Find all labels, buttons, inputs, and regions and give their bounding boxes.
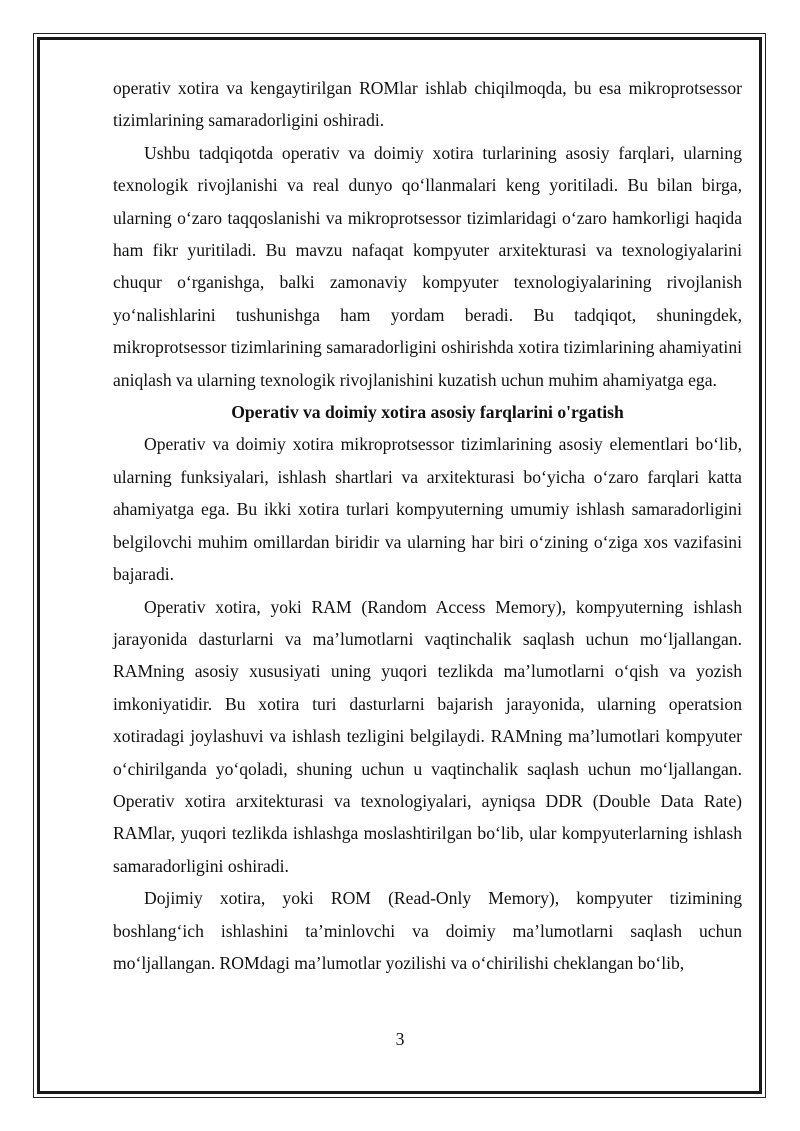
paragraph-research-scope: Ushbu tadqiqotda operativ va doimiy xotira turlarining asosiy farqlari, ularning texnologik rivojlanishi va real dunyo qo‘llanmalari keng yoritiladi. Bu bilan birga, ularning o‘zaro taqqoslanishi va mikroprotsessor tizimlaridagi o‘zaro hamkorligi haqida ham fikr yuritiladi. Bu mavzu nafaqat kompyuter arxitekturasi va texnologiyalarini chuqur o‘rganishga, balki zamonaviy kompyuter texnologiyalarining rivojlanish yo‘nalishlarini tushunishga ham yordam beradi. Bu tadqiqot, shuningdek, mikroprotsessor tizimlarining samaradorligini oshirishda xotira tizimlarining ahamiyatini aniqlash va ularning texnologik rivojlanishini kuzatish uchun muhim ahamiyatga ega.: [113, 142, 742, 390]
page-number: 3: [395, 1029, 405, 1049]
paragraph-memory-overview: Operativ va doimiy xotira mikroprotsessor tizimlarining asosiy elementlari bo‘lib, ularning funksiyalari, ishlash shartlari va arxitekturasi bo‘yicha o‘zaro farqlari katta ahamiyatga ega. Bu ikki xotira turlari kompyuterning umumiy ishlash samaradorligini belgilovchi muhim omillardan biridir va ularning har biri o‘zining o‘ziga xos vazifasini bajaradi.: [113, 434, 742, 585]
page-body: [113, 72, 742, 979]
paragraph-ram: Operativ xotira, yoki RAM (Random Access Memory), kompyuterning ishlash jarayonida dasturlarni va ma’lumotlarni vaqtinchalik saqlash uchun mo‘ljallangan. RAMning asosiy xususiyati uning yuqori tezlikda ma’lumotlarni o‘qish va yozish imkoniyatidir. Bu xotira turi dasturlarni bajarish jarayonida, ularning operatsion xotiradagi joylashuvi va ishlash tezligini belgilaydi. RAMning ma’lumotlari kompyuter o‘chirilganda yo‘qoladi, shuning uchun u vaqtinchalik saqlash uchun mo‘ljallangan. Operativ xotira arxitekturasi va texnologiyalari, ayniqsa DDR (Double Data Rate) RAMlar, yuqori tezlikda ishlashga moslashtirilgan bo‘lib, ular kompyuterlarning ishlash samaradorligini oshiradi.: [113, 596, 742, 876]
section-heading: Operativ va doimiy xotira asosiy farqlarini o'rgatish: [231, 402, 624, 423]
paragraph-continuation: operativ xotira va kengaytirilgan ROMlar ishlab chiqilmoqda, bu esa mikroprotsessor tizimlarining samaradorligini oshiradi.: [113, 78, 742, 131]
paragraph-rom: Dojimiy xotira, yoki ROM (Read-Only Memory), kompyuter tizimining boshlang‘ich ishlashini ta’minlovchi va doimiy ma’lumotlarni saqlash uchun mo‘ljallangan. ROMdagi ma’lumotlar yozilishi va o‘chirilishi cheklangan bo‘lib,: [113, 888, 742, 973]
